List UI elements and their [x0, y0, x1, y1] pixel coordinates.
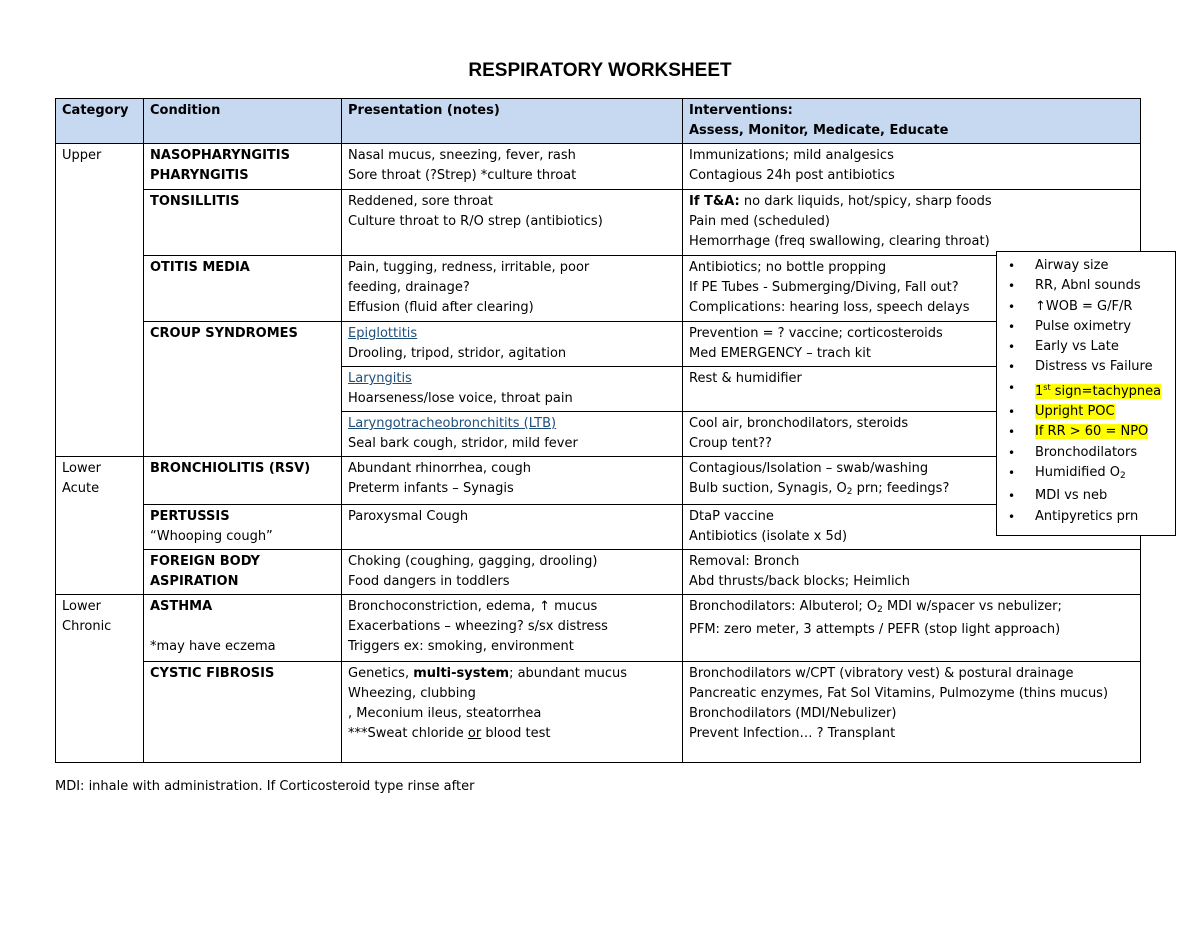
intervention-text: no dark liquids, hot/spicy, sharp foods: [739, 194, 992, 209]
list-item-text: RR, Abnl sounds: [1035, 278, 1141, 294]
header-presentation: Presentation (notes): [342, 99, 683, 144]
category-upper: Upper: [56, 144, 144, 190]
intervention-text: prn; feedings?: [852, 481, 950, 496]
presentation-line: Choking (coughing, gagging, drooling): [348, 554, 598, 569]
subscript: 2: [1119, 470, 1126, 481]
subscript: 2: [846, 487, 853, 497]
condition-name: FOREIGN BODY: [150, 554, 260, 569]
condition-name: ASTHMA: [150, 599, 213, 614]
intervention-text: MDI w/spacer vs nebulizer;: [882, 599, 1062, 614]
intervention-line: Hemorrhage (freq swallowing, clearing throat): [689, 234, 990, 249]
category-blank: [56, 505, 144, 550]
header-interventions-subtitle: Assess, Monitor, Medicate, Educate: [689, 123, 949, 138]
condition-blank: [144, 412, 342, 457]
intervention-line: Complications: hearing loss, speech delays: [689, 300, 970, 315]
intervention-line: Croup tent??: [689, 436, 772, 451]
presentation-cell: [342, 190, 683, 256]
list-item: [997, 357, 1175, 377]
category-blank: [56, 256, 144, 322]
category-blank: [56, 550, 144, 595]
intervention-line: Bronchodilators (MDI/Nebulizer): [689, 706, 897, 721]
bullet-icon: •: [1008, 259, 1016, 273]
page-title: RESPIRATORY WORKSHEET: [468, 60, 732, 81]
intervention-text: Bronchodilators: Albuterol; O: [689, 599, 878, 614]
condition-note: “Whooping cough”: [150, 529, 273, 544]
list-item-text: Distress vs Failure: [1035, 359, 1153, 375]
presentation-text: blood test: [481, 726, 551, 741]
presentation-line: Wheezing, clubbing: [348, 686, 476, 701]
presentation-cell: [342, 367, 683, 412]
condition-name: CYSTIC FIBROSIS: [150, 666, 275, 681]
bullet-icon: •: [1008, 319, 1016, 334]
intervention-line: PFM: zero meter, 3 attempts / PEFR (stop light approach): [689, 622, 1061, 637]
presentation-line: Drooling, tripod, stridor, agitation: [348, 346, 567, 361]
list-item: [997, 317, 1175, 337]
list-item-text: Early vs Late: [1035, 339, 1119, 355]
intervention-line: Rest & humidifier: [689, 371, 802, 386]
presentation-line: Sore throat (?Strep) *culture throat: [348, 168, 577, 183]
category-blank: [56, 412, 144, 457]
intervention-line: If PE Tubes - Submerging/Diving, Fall out?: [689, 280, 959, 295]
presentation-line: Bronchoconstriction, edema, ↑ mucus: [348, 599, 598, 614]
category-blank: [56, 367, 144, 412]
condition-note: *may have eczema: [150, 639, 276, 654]
condition-name: TONSILLITIS: [150, 194, 240, 209]
table-row: [56, 367, 1141, 412]
intervention-line: Pancreatic enzymes, Fat Sol Vitamins, Pulmozyme (thins mucus): [689, 686, 1109, 701]
intervention-bold: If T&A:: [689, 194, 740, 209]
condition-cell: [144, 322, 342, 367]
presentation-text: ***Sweat chloride: [348, 726, 468, 741]
condition-cell: [144, 457, 342, 505]
highlighted-text: Upright POC: [1035, 404, 1115, 420]
table-row: [56, 190, 1141, 256]
presentation-cell: [342, 322, 683, 367]
epiglottitis-link[interactable]: Epiglottitis: [348, 326, 418, 341]
table-row: [56, 662, 1141, 763]
list-item-text: Pulse oximetry: [1035, 318, 1132, 334]
list-item-text: MDI vs neb: [1035, 488, 1108, 504]
category-label: Acute: [62, 481, 100, 496]
presentation-line: Culture throat to R/O strep (antibiotics): [348, 214, 603, 229]
condition-name: PHARYNGITIS: [150, 168, 249, 183]
list-item-text: ↑WOB = G/F/R: [1035, 298, 1133, 314]
category-label: Lower: [62, 461, 101, 476]
presentation-line: [348, 664, 676, 684]
intervention-line: Abd thrusts/back blocks; Heimlich: [689, 574, 910, 589]
table-row: [56, 144, 1141, 190]
presentation-text: Genetics,: [348, 666, 414, 681]
superscript: st: [1043, 382, 1051, 392]
presentation-line: Triggers ex: smoking, environment: [348, 639, 574, 654]
worksheet-table: [55, 98, 1141, 763]
category-blank: [56, 322, 144, 367]
intervention-line: Pain med (scheduled): [689, 214, 830, 229]
header-row: [56, 99, 1141, 144]
intervention-line: [689, 597, 1134, 620]
condition-cell: [144, 662, 342, 763]
header-condition: Condition: [144, 99, 342, 144]
interventions-cell: [683, 662, 1141, 763]
list-item-text: Humidified O: [1035, 464, 1120, 480]
bullet-icon: •: [1008, 465, 1016, 480]
bullet-icon: •: [1008, 405, 1016, 420]
condition-cell: [144, 190, 342, 256]
header-category: Category: [56, 99, 144, 144]
presentation-line: Effusion (fluid after clearing): [348, 300, 534, 315]
presentation-line: Exacerbations – wheezing? s/sx distress: [348, 619, 608, 634]
presentation-underline: or: [467, 726, 482, 741]
interventions-cell: [683, 144, 1141, 190]
list-item: [997, 297, 1175, 317]
condition-cell: [144, 144, 342, 190]
intervention-line: DtaP vaccine: [689, 509, 774, 524]
condition-cell: [144, 256, 342, 322]
presentation-line: Abundant rhinorrhea, cough: [348, 461, 532, 476]
bullet-icon: •: [1008, 509, 1016, 524]
table-row: [56, 595, 1141, 662]
presentation-cell: [342, 550, 683, 595]
presentation-line: Seal bark cough, stridor, mild fever: [348, 436, 578, 451]
bullet-icon: •: [1008, 340, 1016, 355]
intervention-line: Prevent Infection… ? Transplant: [689, 726, 896, 741]
presentation-line: Food dangers in toddlers: [348, 574, 510, 589]
presentation-line: Preterm infants – Synagis: [348, 481, 514, 496]
bullet-icon: •: [1008, 299, 1016, 314]
presentation-cell: [342, 505, 683, 550]
condition-cell: [144, 595, 342, 662]
assessment-text-box: [996, 251, 1176, 536]
category-blank: [56, 190, 144, 256]
intervention-line: Removal: Bronch: [689, 554, 800, 569]
presentation-line: Pain, tugging, redness, irritable, poor: [348, 260, 590, 275]
condition-name: PERTUSSIS: [150, 509, 230, 524]
list-item: [997, 402, 1175, 422]
laryngitis-link[interactable]: Laryngitis: [348, 371, 412, 386]
presentation-line: feeding, drainage?: [348, 280, 470, 295]
table-row: [56, 457, 1141, 505]
condition-name: CROUP SYNDROMES: [150, 326, 298, 341]
table-row: [56, 322, 1141, 367]
list-item-text: Bronchodilators: [1035, 444, 1138, 460]
presentation-line: Hoarseness/lose voice, throat pain: [348, 391, 573, 406]
presentation-cell: [342, 256, 683, 322]
intervention-line: Contagious 24h post antibiotics: [689, 168, 895, 183]
presentation-cell: [342, 144, 683, 190]
intervention-line: Med EMERGENCY – trach kit: [689, 346, 872, 361]
condition-name: BRONCHIOLITIS (RSV): [150, 461, 311, 476]
intervention-line: Antibiotics; no bottle propping: [689, 260, 887, 275]
intervention-line: Contagious/Isolation – swab/washing: [689, 461, 929, 476]
highlighted-text: If RR > 60 = NPO: [1035, 424, 1149, 440]
list-item: [997, 507, 1175, 527]
intervention-line: Prevention = ? vaccine; corticosteroids: [689, 326, 943, 341]
intervention-line: Cool air, bronchodilators, steroids: [689, 416, 909, 431]
list-item: [997, 378, 1175, 402]
presentation-line: Reddened, sore throat: [348, 194, 494, 209]
list-item: [997, 422, 1175, 442]
bullet-icon: •: [1008, 279, 1016, 294]
presentation-line: , Meconium ileus, steatorrhea: [348, 706, 542, 721]
presentation-text: ; abundant mucus: [509, 666, 628, 681]
presentation-bold: multi-system: [413, 666, 510, 681]
condition-cell: [144, 550, 342, 595]
interventions-cell: [683, 595, 1141, 662]
list-item-text: Airway size: [1035, 258, 1109, 273]
list-item: [997, 256, 1175, 276]
bullet-icon: •: [1008, 360, 1016, 375]
table-row: [56, 550, 1141, 595]
category-blank: [56, 662, 144, 763]
bullet-icon: •: [1008, 425, 1016, 440]
footer-note: MDI: inhale with administration. If Corticosteroid type rinse after: [55, 779, 475, 794]
intervention-text: Bulb suction, Synagis, O: [689, 481, 847, 496]
header-interventions: [683, 99, 1141, 144]
category-label: Chronic: [62, 619, 112, 634]
assessment-list: [997, 256, 1175, 527]
bullet-icon: •: [1008, 380, 1016, 395]
presentation-line: Nasal mucus, sneezing, fever, rash: [348, 148, 576, 163]
header-interventions-title: Interventions:: [689, 103, 793, 118]
interventions-cell: [683, 550, 1141, 595]
category-lower-acute: [56, 457, 144, 505]
table-row: [56, 412, 1141, 457]
condition-name: NASOPHARYNGITIS: [150, 148, 290, 163]
list-item: [997, 443, 1175, 463]
intervention-line: Immunizations; mild analgesics: [689, 148, 894, 163]
presentation-line: Paroxysmal Cough: [348, 509, 469, 524]
bullet-icon: •: [1008, 445, 1016, 460]
ltb-link[interactable]: Laryngotracheobronchitits (LTB): [348, 416, 557, 431]
list-item: [997, 337, 1175, 357]
subscript: 2: [877, 605, 883, 615]
presentation-cell: [342, 595, 683, 662]
intervention-line: Bronchodilators w/CPT (vibratory vest) & postural drainage: [689, 666, 1074, 681]
condition-name: ASPIRATION: [150, 574, 239, 589]
table-row: [56, 256, 1141, 322]
intervention-line: Antibiotics (isolate x 5d): [689, 529, 848, 544]
list-item: [997, 463, 1175, 486]
presentation-cell: [342, 412, 683, 457]
condition-cell: [144, 505, 342, 550]
list-item: [997, 486, 1175, 506]
condition-name: OTITIS MEDIA: [150, 260, 250, 275]
list-item-text: Antipyretics prn: [1035, 508, 1139, 524]
list-item: [997, 276, 1175, 296]
category-lower-chronic: [56, 595, 144, 662]
list-item-text: sign=tachypnea: [1050, 383, 1162, 399]
interventions-cell: [683, 190, 1141, 256]
list-item-text: 1: [1035, 383, 1044, 399]
bullet-icon: •: [1008, 489, 1016, 504]
category-label: Lower: [62, 599, 101, 614]
presentation-cell: [342, 457, 683, 505]
intervention-line: [689, 192, 1134, 212]
presentation-line: [348, 724, 676, 744]
table-row: [56, 505, 1141, 550]
highlighted-text: [1035, 384, 1161, 399]
condition-blank: [144, 367, 342, 412]
presentation-cell: [342, 662, 683, 763]
